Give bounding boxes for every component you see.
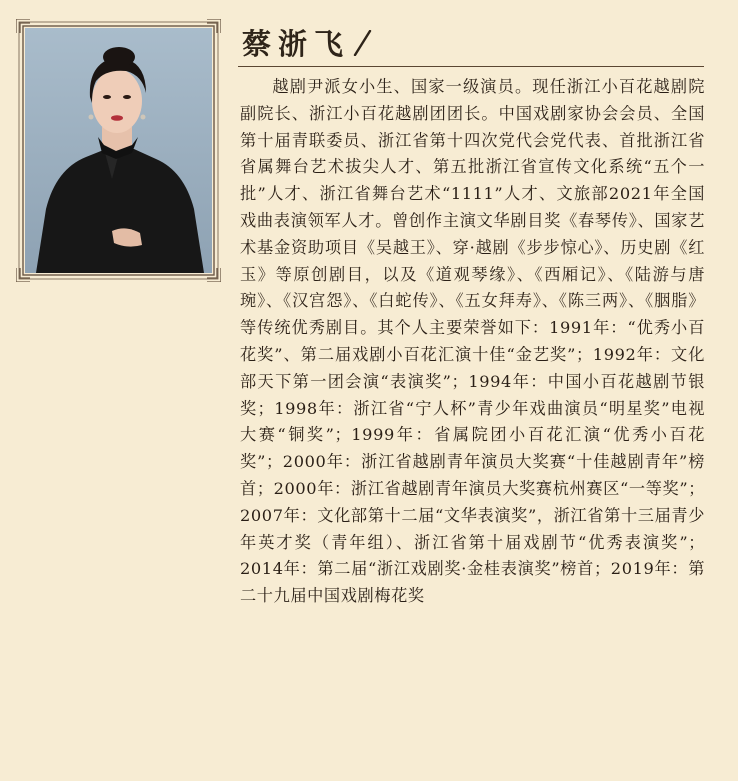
title-underline bbox=[238, 66, 704, 67]
title-slash-decoration bbox=[352, 30, 372, 56]
portrait-frame bbox=[16, 19, 221, 282]
biography-text: 越剧尹派女小生、国家一级演员。现任浙江小百花越剧院副院长、浙江小百花越剧团团长。中国戏剧家协会会员、全国第十届青联委员、浙江省第十四次党代会党代表、首批浙江省省属舞台艺术拔尖人才、第五批浙江省宣传文化系统“五个一批”人才、浙江省舞台艺术“1111”人才、文旅部2021年全国戏曲表演领军人才。曾创作主演文华剧目奖《春琴传》、国家艺术基金资助项目《吴越王》、穿·越剧《步步惊心》、历史剧《红玉》等原创剧目，以及《道观琴缘》、《西厢记》、《陆游与唐琬》、《汉宫怨》、《白蛇传》、《五女拜寿》、《陈三两》、《胭脂》等传统优秀剧目。其个人主要荣誉如下：1991年：“优秀小百花奖”、第二届戏剧小百花汇演十佳“金艺奖”；1992年：文化部天下第一团会演“表演奖”；1994年：中国小百花越剧节银奖；1998年：浙江省“宁人杯”青少年戏曲演员“明星奖”电视大赛“铜奖”；1999年：省属院团小百花汇演“优秀小百花奖”；2000年：浙江省越剧青年演员大奖赛“十佳越剧青年”榜首；2000年：浙江省越剧青年演员大奖赛杭州赛区“一等奖”；2007年：文化部第十二届“文华表演奖”，浙江省第十三届青少年英才奖（青年组）、浙江省第十届戏剧节“优秀表演奖”；2014年：第二届“浙江戏剧奖·金桂表演奖”榜首；2019年：第二十九届中国戏剧梅花奖 bbox=[240, 77, 705, 606]
portrait-photo bbox=[16, 19, 221, 282]
person-name: 蔡浙飞 bbox=[242, 27, 351, 61]
